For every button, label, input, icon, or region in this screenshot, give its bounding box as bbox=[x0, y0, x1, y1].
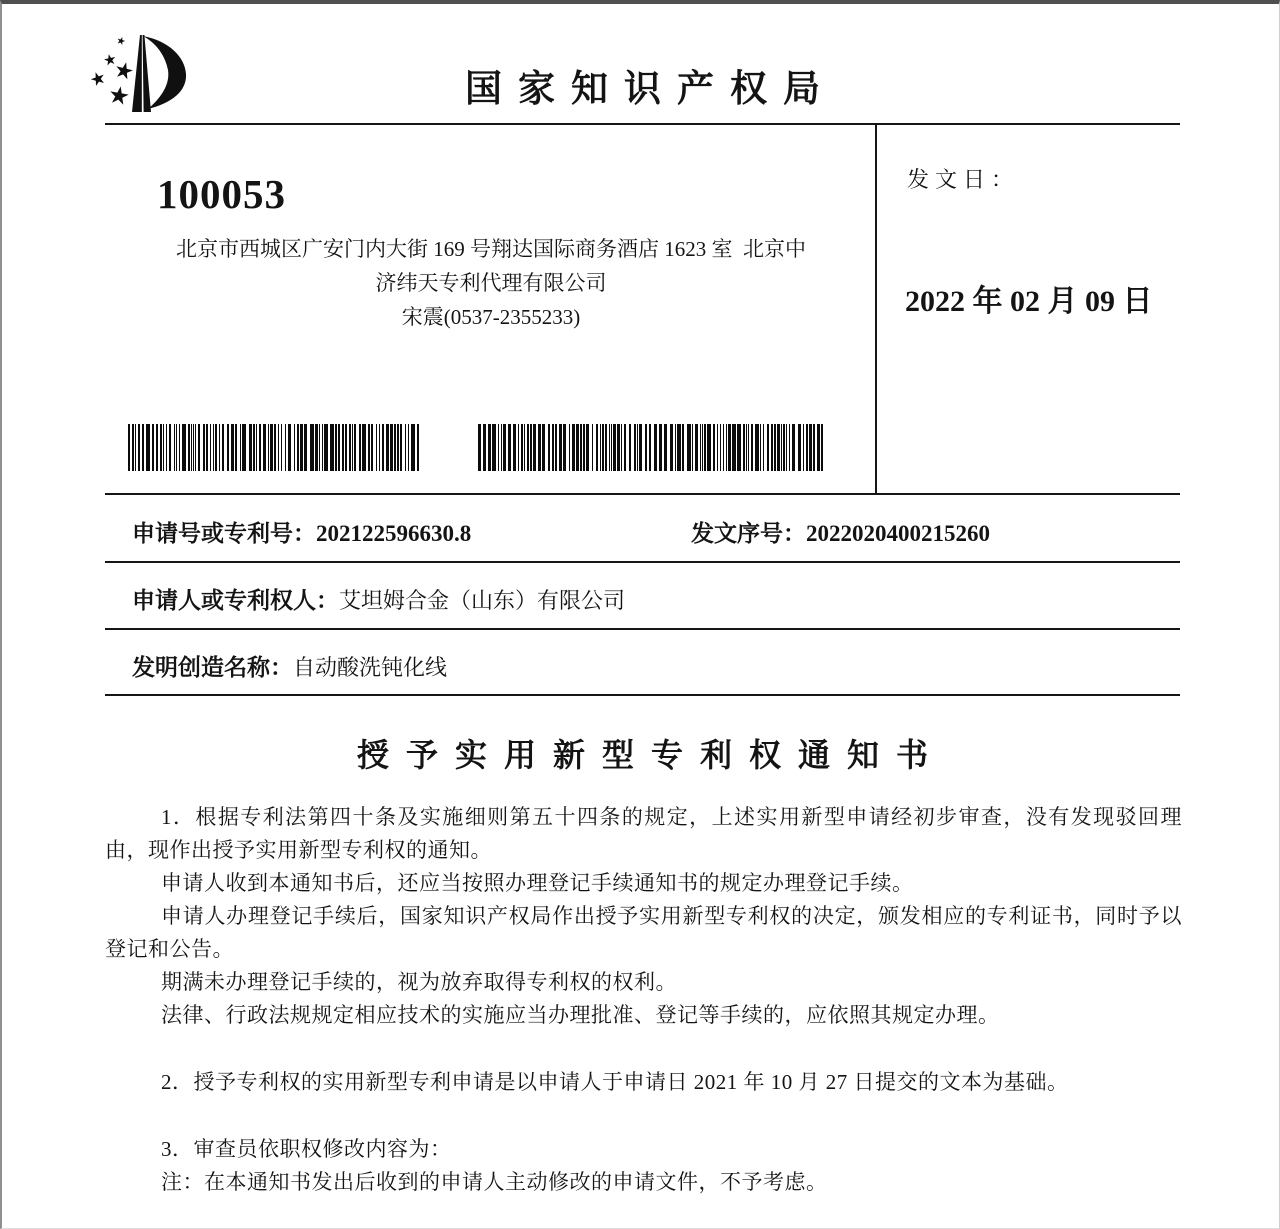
barcode-icon bbox=[478, 424, 823, 471]
postal-code: 100053 bbox=[157, 171, 286, 217]
dispatch-serial-value: 2022020400215260 bbox=[806, 521, 990, 546]
table-rule bbox=[105, 628, 1180, 630]
star-icon bbox=[89, 70, 106, 87]
star-icon bbox=[116, 36, 126, 46]
notice-paragraph: 2．授予专利权的实用新型专利申请是以申请人于申请日 2021 年 10 月 27 日提交的文本为基础。 bbox=[161, 1070, 1069, 1094]
dispatch-serial-field bbox=[691, 515, 990, 548]
table-rule bbox=[105, 561, 1180, 563]
notice-body bbox=[105, 801, 1182, 1199]
recipient-contact: 宋震(0537-2355233) bbox=[401, 305, 581, 329]
recipient-address-line2: 济纬天专利代理有限公司 bbox=[375, 271, 607, 295]
table-rule bbox=[105, 493, 1180, 495]
application-number-field bbox=[132, 515, 471, 548]
header-rule bbox=[105, 123, 1180, 125]
recipient-address-line1: 北京市西城区广安门内大街 169 号翔达国际商务酒店 1623 室 北京中 bbox=[176, 237, 806, 261]
invention-name-value: 自动酸洗钝化线 bbox=[293, 655, 448, 680]
applicant-field bbox=[132, 582, 625, 615]
applicant-value: 艾坦姆合金（山东）有限公司 bbox=[339, 588, 626, 613]
dispatch-serial-label: 发文序号： bbox=[691, 520, 806, 546]
table-rule bbox=[105, 694, 1180, 696]
invention-name-label: 发明创造名称： bbox=[132, 654, 293, 680]
applicant-label: 申请人或专利权人： bbox=[132, 587, 339, 613]
invention-name-field bbox=[132, 649, 447, 682]
barcode-icon bbox=[128, 424, 419, 471]
dispatch-date-label: 发文日： bbox=[907, 167, 1020, 192]
application-number-label: 申请号或专利号： bbox=[132, 520, 316, 546]
dispatch-date-value: 2022 年 02 月 09 日 bbox=[905, 285, 1153, 318]
notice-paragraph: 注：在本通知书发出后收到的申请人主动修改的申请文件，不予考虑。 bbox=[161, 1170, 828, 1194]
notice-paragraph: 申请人收到本通知书后，还应当按照办理登记手续通知书的规定办理登记手续。 bbox=[161, 871, 914, 895]
application-number-value: 202122596630.8 bbox=[316, 521, 472, 546]
notice-paragraph: 3．审查员依职权修改内容为： bbox=[161, 1137, 452, 1161]
agency-title: 国家知识产权局 bbox=[465, 68, 836, 109]
notice-paragraph: 申请人办理登记手续后，国家知识产权局作出授予实用新型专利权的决定，颁发相应的专利证书，同时予以登记和公告。 bbox=[105, 904, 1182, 961]
notice-title: 授予实用新型专利权通知书 bbox=[356, 737, 945, 773]
notice-paragraph: 1．根据专利法第四十条及实施细则第五十四条的规定，上述实用新型申请经初步审查，没有发现驳回理由，现作出授予实用新型专利权的通知。 bbox=[105, 805, 1182, 862]
notice-paragraph: 法律、行政法规规定相应技术的实施应当办理批准、登记等手续的，应依照其规定办理。 bbox=[161, 1003, 1000, 1027]
notice-paragraph: 期满未办理登记手续的，视为放弃取得专利权的权利。 bbox=[161, 970, 677, 994]
